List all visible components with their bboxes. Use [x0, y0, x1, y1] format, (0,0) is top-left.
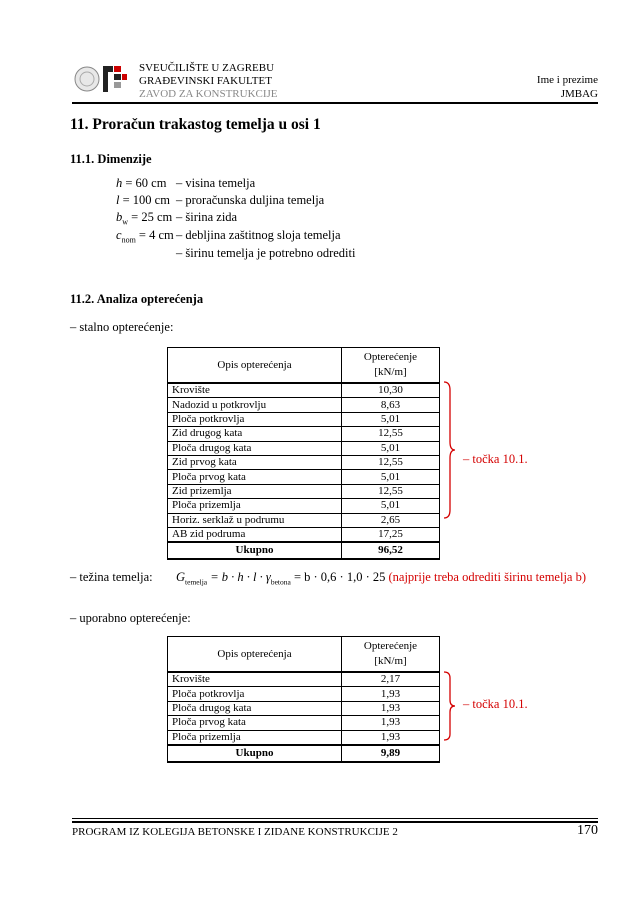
permanent-load-label: – stalno opterećenje:: [70, 320, 174, 334]
table-row: [168, 672, 440, 687]
formula-symbol-g: G: [176, 570, 186, 584]
table-header-load: [342, 348, 440, 384]
dimension-desc-l: – proračunska duljina temelja: [176, 193, 325, 207]
page-number: 170: [577, 823, 598, 838]
row-name: Zid drugog kata: [168, 427, 342, 441]
row-value: 8,63: [342, 398, 440, 412]
section-load-analysis-title: 11.2. Analiza opterećenja: [70, 292, 204, 306]
table-header-load-unit: [kN/m]: [374, 655, 407, 667]
footer-divider: [72, 821, 598, 823]
section-dimensions-title: 11.1. Dimenzije: [70, 152, 152, 166]
table-row: [168, 716, 440, 730]
total-value: 9,89: [342, 745, 440, 762]
row-name: Ploča drugog kata: [168, 441, 342, 455]
table-row: [168, 513, 440, 527]
table-row: [168, 455, 440, 469]
faculty-logo-icon: [73, 62, 129, 96]
row-value: 5,01: [342, 441, 440, 455]
total-value: 96,52: [342, 542, 440, 559]
dim-symbol: c: [116, 228, 122, 242]
footer-divider: [72, 818, 598, 819]
dim-symbol: b: [116, 210, 123, 224]
live-load-label: – uporabno opterećenje:: [70, 611, 191, 625]
table-header-load-unit: [kN/m]: [374, 366, 407, 378]
table-total-row: [168, 542, 440, 559]
table-header-description: Opis opterećenja: [168, 348, 342, 384]
table-header-description: Opis opterećenja: [168, 637, 342, 673]
formula-subscript-betona: betona: [270, 577, 291, 587]
dim-subscript: nom: [121, 235, 136, 245]
table-row: [168, 687, 440, 701]
formula-note: (najprije treba odrediti širinu temelja b): [388, 570, 586, 584]
row-value: 12,55: [342, 484, 440, 498]
row-value: 17,25: [342, 527, 440, 542]
row-value: 2,17: [342, 672, 440, 687]
live-load-table: [167, 636, 440, 763]
student-info: [537, 73, 598, 101]
header-divider: [72, 102, 598, 104]
formula-subscript-temelja: temelja: [185, 577, 208, 587]
live-load-reference: – točka 10.1.: [463, 697, 528, 711]
row-name: Ploča drugog kata: [168, 701, 342, 715]
table-row: [168, 730, 440, 745]
formula-tail: = b · 0,6 · 1,0 · 25: [290, 570, 386, 584]
dimension-note-width: – širinu temelja je potrebno odrediti: [176, 246, 356, 260]
right-brace-icon: [442, 670, 456, 742]
row-value: 10,30: [342, 383, 440, 398]
dim-symbol: h: [116, 176, 123, 190]
row-name: Krovište: [168, 383, 342, 398]
row-name: Ploča prvog kata: [168, 716, 342, 730]
row-name: Ploča potkrovlja: [168, 687, 342, 701]
table-row: [168, 527, 440, 542]
dim-value: = 25 cm: [128, 210, 173, 224]
footer-course-title: PROGRAM IZ KOLEGIJA BETONSKE I ZIDANE KONSTRUKCIJE 2: [72, 826, 398, 838]
table-row: [168, 470, 440, 484]
total-label: Ukupno: [168, 542, 342, 559]
total-label: Ukupno: [168, 745, 342, 762]
row-value: 1,93: [342, 701, 440, 715]
table-row: [168, 398, 440, 412]
row-value: 1,93: [342, 730, 440, 745]
dimension-desc-h: – visina temelja: [176, 176, 256, 190]
table-row: [168, 383, 440, 398]
row-name: Horiz. serklaž u podrumu: [168, 513, 342, 527]
row-name: AB zid podruma: [168, 527, 342, 542]
institution-faculty: GRAĐEVINSKI FAKULTET: [139, 75, 272, 87]
row-name: Zid prizemlja: [168, 484, 342, 498]
row-value: 5,01: [342, 470, 440, 484]
permanent-load-table: [167, 347, 440, 560]
row-value: 1,93: [342, 716, 440, 730]
dim-symbol: l: [116, 193, 120, 207]
row-value: 2,65: [342, 513, 440, 527]
table-row: [168, 484, 440, 498]
table-header-load-title: Opterećenje: [363, 351, 418, 363]
foundation-weight-label: – težina temelja:: [70, 570, 153, 584]
table-row: [168, 441, 440, 455]
row-value: 5,01: [342, 412, 440, 426]
table-row: [168, 412, 440, 426]
row-name: Ploča prizemlja: [168, 730, 342, 745]
table-total-row: [168, 745, 440, 762]
row-name: Zid prvog kata: [168, 455, 342, 469]
institution-university: SVEUČILIŠTE U ZAGREBU: [139, 62, 275, 74]
table-header-load: [342, 637, 440, 673]
row-value: 1,93: [342, 687, 440, 701]
row-value: 5,01: [342, 499, 440, 513]
table-row: [168, 499, 440, 513]
table-row: [168, 427, 440, 441]
institution-block: [139, 62, 278, 101]
row-value: 12,55: [342, 427, 440, 441]
page-title: 11. Proračun trakastog temelja u osi 1: [70, 116, 321, 133]
row-value: 12,55: [342, 455, 440, 469]
foundation-weight-formula: [176, 570, 586, 587]
row-name: Ploča potkrovlja: [168, 412, 342, 426]
right-brace-icon: [442, 380, 456, 520]
permanent-load-reference: – točka 10.1.: [463, 452, 528, 466]
student-id-label: JMBAG: [560, 88, 598, 100]
row-name: Ploča prvog kata: [168, 470, 342, 484]
row-name: Nadozid u potkrovlju: [168, 398, 342, 412]
row-name: Krovište: [168, 672, 342, 687]
table-header-load-title: Opterećenje: [363, 640, 418, 652]
dim-value: = 60 cm: [122, 176, 167, 190]
row-name: Ploča prizemlja: [168, 499, 342, 513]
dimension-desc-bw: – širina zida: [176, 210, 238, 224]
dimension-desc-cnom: – debljina zaštitnog sloja temelja: [176, 228, 341, 242]
dim-value: = 4 cm: [135, 228, 174, 242]
dim-subscript: w: [122, 217, 129, 227]
formula-rhs: = b · h · l · γ: [207, 570, 271, 584]
dim-value: = 100 cm: [119, 193, 170, 207]
student-name-label: Ime i prezime: [536, 74, 598, 86]
table-row: [168, 701, 440, 715]
institution-department: ZAVOD ZA KONSTRUKCIJE: [139, 88, 278, 100]
